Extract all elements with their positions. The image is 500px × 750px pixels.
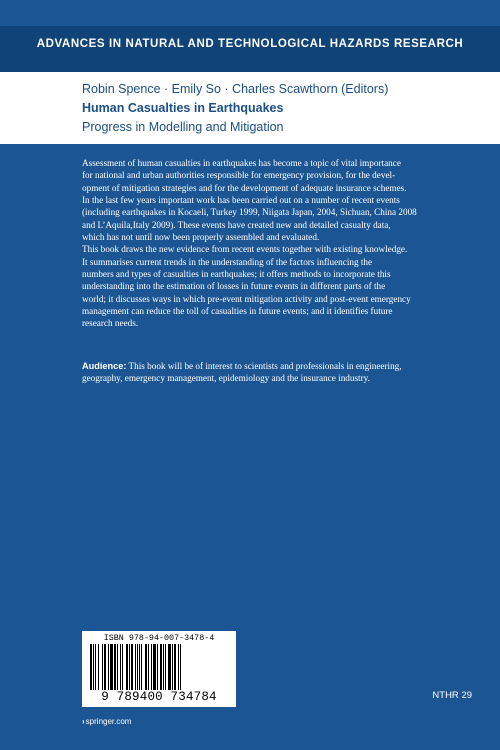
series-title: ADVANCES IN NATURAL AND TECHNOLOGICAL HAZARDS RESEARCH <box>36 38 464 50</box>
audience-line-1 <box>82 360 462 372</box>
description-line: Assessment of human casualties in earthquakes has become a topic of vital importance <box>82 158 401 168</box>
barcode-bar <box>126 644 128 690</box>
barcode-bar <box>135 644 136 690</box>
description-line: management can reduce the toll of casualties in future events; and it identifies future <box>82 306 393 317</box>
series-number: NTHR 29 <box>432 690 472 701</box>
publisher-link[interactable] <box>82 717 131 726</box>
audience-label: Audience: <box>82 361 127 371</box>
barcode-bar <box>145 644 147 690</box>
barcode-bar <box>180 644 181 690</box>
description-line: world; it discusses ways in which pre-event mitigation activity and post-event emergency <box>82 293 411 304</box>
barcode-bar <box>110 644 113 690</box>
barcode-bar <box>139 644 140 690</box>
description-line: In the last few years important work has been carried out on a number of recent events <box>82 195 400 206</box>
barcode-bars <box>86 644 232 690</box>
barcode-bar <box>95 644 96 690</box>
barcode-bar <box>178 644 179 690</box>
description-line: research needs. <box>82 318 139 329</box>
description-paragraph-1 <box>82 157 462 243</box>
book-editors: Robin Spence · Emily So · Charles Scawthorn (Editors) <box>82 82 389 96</box>
barcode-bar <box>90 644 92 690</box>
barcode-bar <box>160 644 162 690</box>
barcode-bar <box>98 644 99 690</box>
barcode-bar <box>163 644 164 690</box>
barcode-bar <box>157 644 158 690</box>
isbn-number: ISBN 978-94-007-3478-4 <box>103 633 215 643</box>
barcode-digits: 9 789400 734784 <box>101 690 217 704</box>
barcode-bar <box>141 644 142 690</box>
barcode-bar <box>137 644 138 690</box>
barcode-bar <box>172 644 173 690</box>
audience-text-1: This book will be of interest to scientists and professionals in engineering, <box>126 361 402 371</box>
barcode-bar <box>104 644 106 690</box>
description-line: It summarises current trends in the understanding of the factors influencing the <box>82 256 373 267</box>
publisher-url: springer.com <box>85 717 132 726</box>
description-line: and L’Aquila,Italy 2009). These events have created new and detailed casualty data, <box>82 219 391 230</box>
barcode-bar <box>117 644 118 690</box>
description-line: which has not until now been properly assembled and evaluated. <box>82 232 320 243</box>
barcode-bar <box>168 644 171 690</box>
barcode-bar <box>114 644 116 690</box>
barcode-bar <box>131 644 133 690</box>
book-title: Human Casualties in Earthquakes <box>82 101 284 115</box>
barcode-bar <box>102 644 103 690</box>
book-subtitle: Progress in Modelling and Mitigation <box>82 120 284 134</box>
chevron-right-icon: › <box>82 717 85 726</box>
top-strip <box>0 0 500 26</box>
barcode-bar <box>174 644 176 690</box>
description-line: for national and urban authorities responsible for emergency provision, for the devel- <box>82 170 396 181</box>
barcode-bar <box>122 644 123 690</box>
description-line: This book draws the new evidence from recent events together with existing knowledge. <box>82 244 408 255</box>
barcode-bar <box>151 644 152 690</box>
barcode-bar <box>165 644 166 690</box>
audience-section <box>82 360 462 385</box>
book-description <box>82 157 462 330</box>
audience-text-2: geography, emergency management, epidemiology and the insurance industry. <box>82 373 370 384</box>
barcode-bar <box>93 644 94 690</box>
barcode-bar <box>148 644 149 690</box>
barcode-bar <box>129 644 130 690</box>
description-line: understanding into the estimation of losses in future events in different parts of the <box>82 281 386 292</box>
barcode-bar <box>108 644 109 690</box>
isbn-barcode <box>82 631 236 707</box>
description-paragraph-2 <box>82 243 462 329</box>
description-line: numbers and types of casualties in earthquakes; it offers methods to incorporate this <box>82 269 391 280</box>
barcode-bar <box>120 644 121 690</box>
description-line: opment of mitigation strategies and for the development of adequate insurance schemes. <box>82 182 407 193</box>
barcode-bar <box>153 644 156 690</box>
description-line: (including earthquakes in Kocaeli, Turkey 1999, Niigata Japan, 2004, Sichuan, China 2008 <box>82 207 417 218</box>
